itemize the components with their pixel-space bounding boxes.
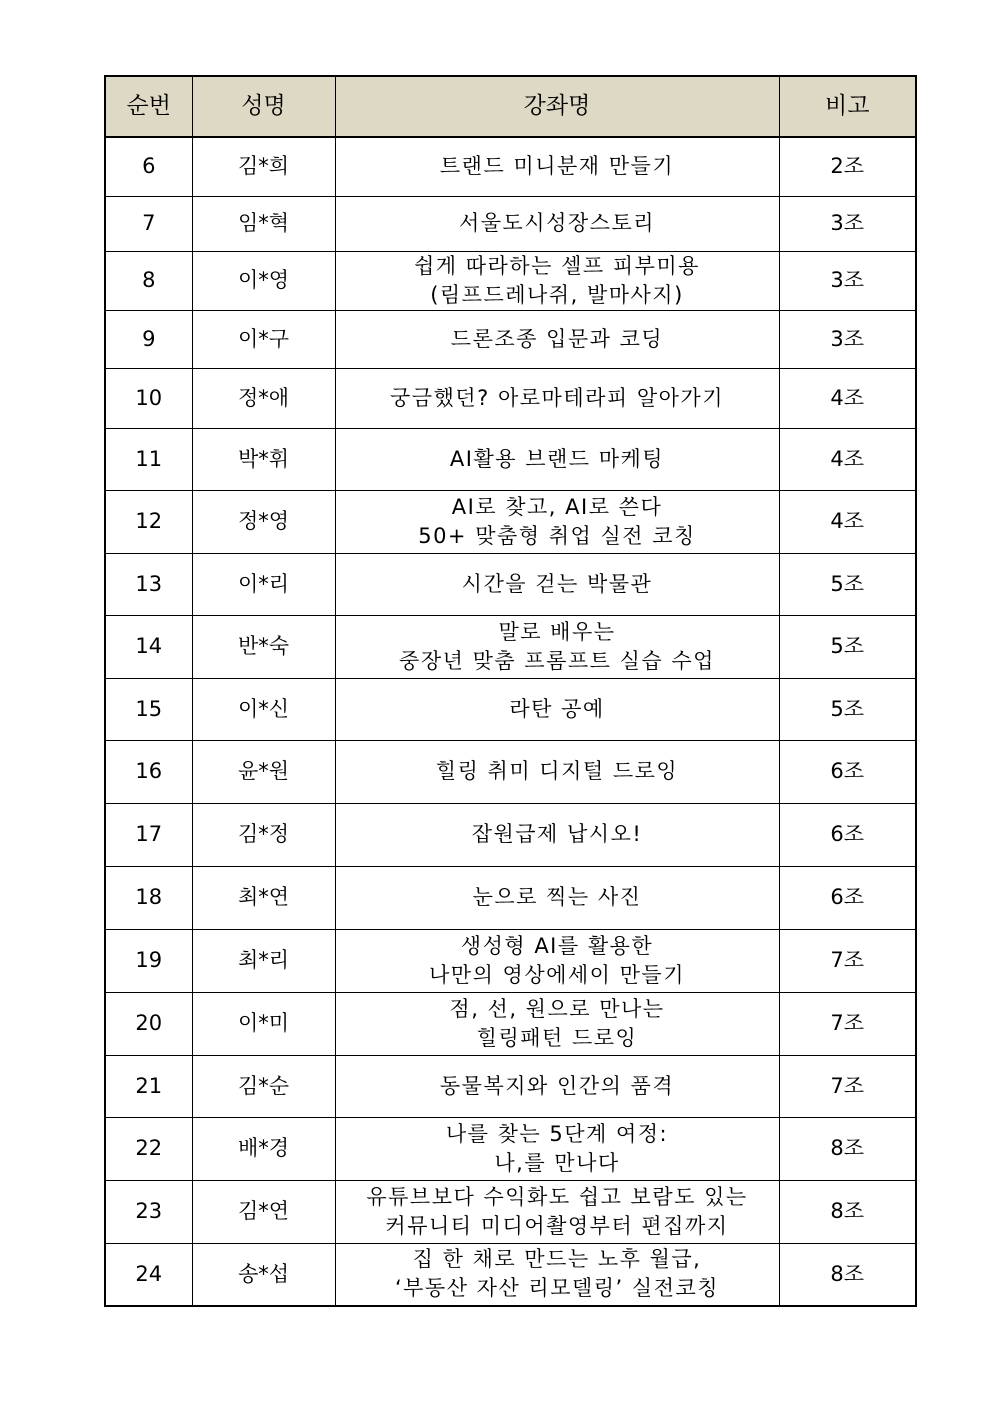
cell-no: 9 (105, 310, 192, 368)
cell-name: 이*리 (192, 553, 335, 615)
cell-no: 13 (105, 553, 192, 615)
cell-course: 말로 배우는 중장년 맞춤 프롬프트 실습 수업 (335, 615, 779, 678)
cell-no: 15 (105, 678, 192, 740)
cell-course: 점, 선, 원으로 만나는 힐링패턴 드로잉 (335, 992, 779, 1055)
cell-course: 트랜드 미니분재 만들기 (335, 137, 779, 196)
table-row (105, 615, 916, 678)
table-row (105, 678, 916, 740)
cell-note: 4조 (779, 368, 916, 428)
table-row (105, 1243, 916, 1306)
cell-note: 5조 (779, 553, 916, 615)
course-roster-table (104, 75, 917, 1307)
table-row (105, 553, 916, 615)
cell-course: 드론조종 입문과 코딩 (335, 310, 779, 368)
cell-name: 이*미 (192, 992, 335, 1055)
cell-note: 8조 (779, 1180, 916, 1243)
table-row (105, 368, 916, 428)
cell-note: 7조 (779, 929, 916, 992)
cell-note: 8조 (779, 1117, 916, 1180)
cell-name: 이*영 (192, 251, 335, 310)
cell-no: 18 (105, 866, 192, 929)
cell-no: 23 (105, 1180, 192, 1243)
table-row (105, 740, 916, 803)
cell-note: 3조 (779, 310, 916, 368)
cell-name: 송*섭 (192, 1243, 335, 1306)
cell-no: 24 (105, 1243, 192, 1306)
cell-course: 눈으로 찍는 사진 (335, 866, 779, 929)
cell-course: 나를 찾는 5단계 여정: 나,를 만나다 (335, 1117, 779, 1180)
cell-course: 시간을 걷는 박물관 (335, 553, 779, 615)
cell-course: AI활용 브랜드 마케팅 (335, 428, 779, 490)
cell-no: 14 (105, 615, 192, 678)
table-row (105, 196, 916, 251)
cell-name: 정*애 (192, 368, 335, 428)
cell-no: 22 (105, 1117, 192, 1180)
cell-note: 4조 (779, 428, 916, 490)
cell-no: 20 (105, 992, 192, 1055)
cell-note: 3조 (779, 196, 916, 251)
header-course: 강좌명 (335, 76, 779, 137)
cell-no: 6 (105, 137, 192, 196)
cell-course: 라탄 공예 (335, 678, 779, 740)
cell-note: 6조 (779, 740, 916, 803)
table-row (105, 1180, 916, 1243)
cell-name: 박*휘 (192, 428, 335, 490)
cell-course: 힐링 취미 디지털 드로잉 (335, 740, 779, 803)
cell-note: 3조 (779, 251, 916, 310)
table-row (105, 866, 916, 929)
cell-name: 정*영 (192, 490, 335, 553)
cell-no: 10 (105, 368, 192, 428)
cell-no: 21 (105, 1055, 192, 1117)
cell-name: 이*신 (192, 678, 335, 740)
cell-no: 19 (105, 929, 192, 992)
cell-no: 8 (105, 251, 192, 310)
cell-course: AI로 찾고, AI로 쓴다 50+ 맞춤형 취업 실전 코칭 (335, 490, 779, 553)
cell-course: 궁금했던? 아로마테라피 알아가기 (335, 368, 779, 428)
header-row (105, 76, 916, 137)
cell-course: 잡원급제 납시오! (335, 803, 779, 866)
table-row (105, 929, 916, 992)
cell-name: 김*순 (192, 1055, 335, 1117)
header-name: 성명 (192, 76, 335, 137)
cell-note: 7조 (779, 992, 916, 1055)
cell-no: 16 (105, 740, 192, 803)
cell-name: 최*연 (192, 866, 335, 929)
header-note: 비고 (779, 76, 916, 137)
cell-course: 집 한 채로 만드는 노후 월급, ‘부동산 자산 리모델링’ 실전코칭 (335, 1243, 779, 1306)
cell-no: 7 (105, 196, 192, 251)
cell-name: 김*희 (192, 137, 335, 196)
table-row (105, 310, 916, 368)
cell-name: 반*숙 (192, 615, 335, 678)
header-no: 순번 (105, 76, 192, 137)
cell-name: 김*정 (192, 803, 335, 866)
table-row (105, 1117, 916, 1180)
table-row (105, 490, 916, 553)
table-row (105, 1055, 916, 1117)
cell-note: 6조 (779, 866, 916, 929)
table-row (105, 251, 916, 310)
table-row (105, 992, 916, 1055)
cell-course: 서울도시성장스토리 (335, 196, 779, 251)
cell-no: 12 (105, 490, 192, 553)
cell-no: 17 (105, 803, 192, 866)
cell-no: 11 (105, 428, 192, 490)
cell-note: 7조 (779, 1055, 916, 1117)
cell-note: 5조 (779, 615, 916, 678)
cell-name: 임*혁 (192, 196, 335, 251)
cell-note: 6조 (779, 803, 916, 866)
cell-course: 유튜브보다 수익화도 쉽고 보람도 있는 커뮤니티 미디어촬영부터 편집까지 (335, 1180, 779, 1243)
cell-note: 5조 (779, 678, 916, 740)
cell-name: 김*연 (192, 1180, 335, 1243)
cell-note: 8조 (779, 1243, 916, 1306)
table-row (105, 428, 916, 490)
table-header (105, 76, 916, 137)
cell-course: 쉽게 따라하는 셀프 피부미용 (림프드레나쥐, 발마사지) (335, 251, 779, 310)
table-row (105, 137, 916, 196)
cell-note: 2조 (779, 137, 916, 196)
cell-name: 윤*원 (192, 740, 335, 803)
table-row (105, 803, 916, 866)
cell-note: 4조 (779, 490, 916, 553)
table-body (105, 137, 916, 1306)
cell-name: 배*경 (192, 1117, 335, 1180)
cell-course: 생성형 AI를 활용한 나만의 영상에세이 만들기 (335, 929, 779, 992)
cell-name: 최*리 (192, 929, 335, 992)
cell-name: 이*구 (192, 310, 335, 368)
cell-course: 동물복지와 인간의 품격 (335, 1055, 779, 1117)
